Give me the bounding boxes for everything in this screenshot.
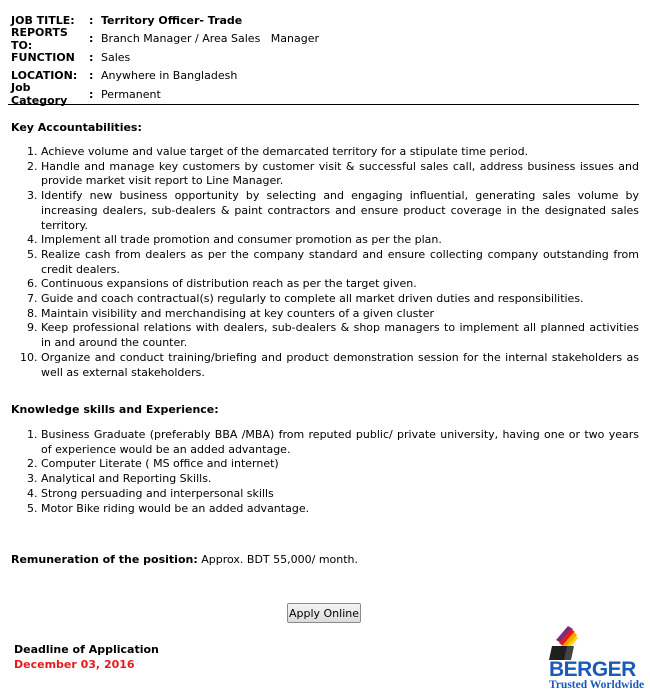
list-item: 2. Computer Literate ( MS office and internet)	[41, 457, 639, 472]
list-item: 5. Realize cash from dealers as per the company standard and ensure collecting company outstanding from credit dealers.	[41, 248, 639, 277]
remuneration-value: Approx. BDT 55,000/ month.	[197, 553, 359, 566]
list-item: 9. Keep professional relations with dealers, sub-dealers & shop managers to implement all planned activities in and around the counter.	[41, 321, 639, 350]
list-item: 4. Implement all trade promotion and consumer promotion as per the plan.	[41, 233, 639, 248]
key-accountabilities-title: Key Accountabilities:	[11, 121, 142, 134]
berger-paint-brush-logo-icon	[546, 626, 638, 662]
field-value: Permanent	[101, 87, 161, 101]
deadline-date: December 03, 2016	[14, 658, 135, 671]
remuneration-label: Remuneration of the position:	[11, 553, 198, 566]
field-label: Job Category	[11, 81, 68, 108]
field-value: Territory Officer- Trade	[101, 13, 243, 27]
remuneration	[11, 553, 358, 566]
list-item: 2. Handle and manage key customers by customer visit & successful sales call, address business issues and provide market visit report to Line Manager.	[41, 160, 639, 189]
field-value: Sales	[101, 50, 131, 64]
list-item: 4. Strong persuading and interpersonal skills	[41, 487, 639, 502]
field-colon: :	[89, 87, 94, 101]
apply-online-button[interactable]: Apply Online	[287, 603, 361, 623]
field-label: FUNCTION	[11, 50, 75, 64]
list-item: 5. Motor Bike riding would be an added advantage.	[41, 502, 639, 517]
field-function	[11, 48, 319, 67]
header-divider	[8, 104, 639, 105]
list-item: 6. Continuous expansions of distribution reach as per the target given.	[41, 277, 639, 292]
logo-wordmark: BERGER	[549, 658, 636, 681]
field-value: Anywhere in Bangladesh	[101, 69, 238, 83]
field-colon: :	[89, 13, 94, 27]
field-colon: :	[89, 69, 94, 83]
field-label: JOB TITLE:	[11, 13, 75, 27]
key-accountabilities-list	[0, 145, 639, 380]
logo-tagline: Trusted Worldwide	[549, 679, 645, 691]
field-reports-to	[11, 25, 320, 52]
list-item: 1. Business Graduate (preferably BBA /MBA) from reputed public/ private university, having one or two years of experience would be an added advantage.	[41, 428, 639, 457]
list-item: 1. Achieve volume and value target of the demarcated territory for a stipulate time period.	[41, 145, 639, 160]
field-value: Branch Manager / Area Sales Manager	[101, 32, 320, 46]
field-job-category	[11, 81, 319, 108]
list-item: 10. Organize and conduct training/briefing and product demonstration session for the internal stakeholders as well as external stakeholders.	[41, 351, 639, 380]
knowledge-list	[0, 428, 639, 516]
field-label: LOCATION:	[11, 69, 78, 83]
knowledge-section-title: Knowledge skills and Experience:	[11, 403, 219, 416]
deadline-label: Deadline of Application	[14, 643, 159, 656]
list-item: 8. Maintain visibility and merchandising at key counters of a given cluster	[41, 307, 639, 322]
field-colon: :	[89, 50, 94, 64]
field-colon: :	[89, 32, 94, 46]
list-item: 3. Analytical and Reporting Skills.	[41, 472, 639, 487]
berger-logo	[546, 626, 645, 692]
list-item: 7. Guide and coach contractual(s) regularly to complete all market driven duties and responsibilities.	[41, 292, 639, 307]
list-item: 3. Identify new business opportunity by selecting and engaging influential, generating sales volume by increasing dealers, sub-dealers & paint contractors and ensure product coverage in the designated sales territory.	[41, 189, 639, 233]
field-label: REPORTS TO:	[11, 25, 68, 52]
job-header	[11, 11, 320, 108]
